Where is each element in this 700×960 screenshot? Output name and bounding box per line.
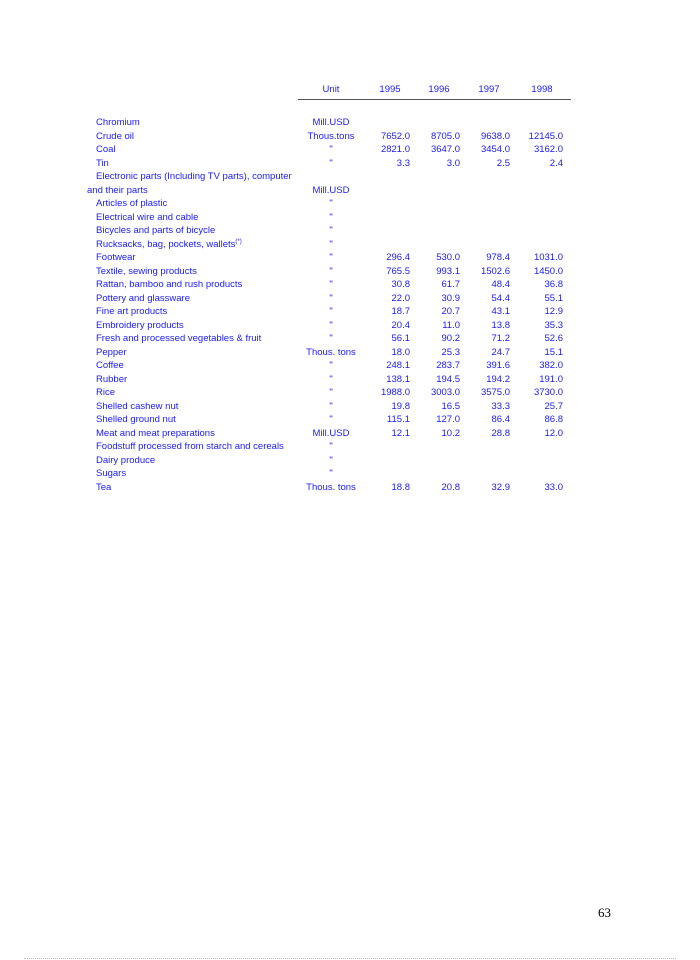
row-label-text: Tin (96, 157, 109, 169)
row-value-1995: 248.1 (386, 360, 410, 371)
row-value-1997: 391.6 (486, 360, 510, 371)
row-unit: Thous. tons (306, 481, 356, 493)
row-value-1998: 12145.0 (528, 130, 563, 142)
row-unit: " (329, 360, 333, 371)
row-value-1996: 993.1 (436, 265, 460, 277)
row-label-text: Textile, sewing products (96, 265, 197, 277)
row-value-1998: 382.0 (539, 360, 563, 371)
table-row (0, 238, 700, 251)
row-label-text: Pepper (96, 346, 127, 358)
row-label-text: Coffee (96, 360, 124, 371)
table-row (0, 400, 700, 413)
row-unit: " (329, 279, 333, 290)
table-row (0, 130, 700, 143)
row-value-1997: 33.3 (491, 400, 510, 412)
row-value-1998: 1450.0 (533, 265, 563, 277)
row-label-text: Fine art products (96, 306, 168, 317)
row-label (96, 224, 215, 237)
row-value-1997: 1502.6 (480, 265, 510, 277)
row-label (96, 332, 261, 345)
row-label-text: Dairy produce (96, 454, 156, 466)
row-value-1997: 13.8 (491, 319, 510, 331)
row-label (96, 265, 197, 278)
footnote-marker: (*) (235, 238, 242, 245)
row-label-text: Shelled ground nut (96, 414, 176, 425)
row-unit: " (329, 292, 333, 304)
row-label (96, 346, 127, 359)
row-value-1995: 22.0 (391, 292, 410, 304)
row-value-1995: 19.8 (391, 400, 410, 412)
header-unit: Unit (322, 84, 340, 95)
row-value-1996: 194.5 (436, 373, 460, 385)
row-unit: Thous.tons (307, 130, 355, 142)
row-value-1998: 55.1 (544, 292, 563, 304)
row-value-1998: 33.0 (544, 481, 563, 493)
row-unit: " (329, 387, 333, 398)
header-year-1996: 1996 (428, 84, 450, 95)
row-label (96, 130, 134, 143)
row-value-1995: 765.5 (386, 265, 410, 277)
row-unit: Mill.USD (312, 184, 350, 196)
row-value-1997: 2.5 (496, 157, 510, 169)
table-row (0, 427, 700, 440)
row-label (96, 238, 242, 251)
row-label (96, 319, 184, 332)
table-row (0, 332, 700, 345)
table-row (0, 197, 700, 210)
row-label (96, 116, 140, 129)
row-value-1995: 296.4 (386, 252, 410, 263)
table-row (0, 346, 700, 359)
row-value-1996: 8705.0 (430, 130, 460, 142)
row-unit: " (329, 454, 333, 466)
table-row (0, 305, 700, 318)
row-label-text: Embroidery products (96, 319, 184, 331)
table-row (0, 454, 700, 467)
row-label (96, 278, 242, 291)
row-label (87, 170, 297, 197)
row-value-1996: 20.8 (441, 481, 460, 493)
row-label (96, 386, 115, 399)
row-label-text: Bicycles and parts of bicycle (96, 225, 216, 236)
row-unit: " (329, 319, 333, 331)
row-label-text: Shelled cashew nut (96, 400, 179, 412)
row-unit: " (329, 144, 333, 155)
row-value-1996: 16.5 (441, 400, 460, 412)
table-row (0, 170, 700, 196)
row-unit: " (329, 333, 333, 344)
row-label (96, 400, 178, 413)
row-unit: Mill.USD (312, 427, 350, 439)
row-value-1995: 3.3 (396, 157, 410, 169)
table-row (0, 251, 700, 264)
row-value-1998: 52.6 (544, 333, 563, 344)
row-label (96, 143, 116, 156)
row-value-1996: 30.9 (441, 292, 460, 304)
row-label-text: Articles of plastic (96, 198, 168, 209)
table-row (0, 373, 700, 386)
table-row (0, 440, 700, 453)
row-label (96, 359, 124, 372)
row-value-1997: 86.4 (491, 414, 510, 425)
row-value-1995: 30.8 (391, 279, 410, 290)
row-value-1997: 54.4 (491, 292, 510, 304)
row-value-1997: 28.8 (491, 427, 510, 439)
table-row (0, 224, 700, 237)
row-label (96, 197, 167, 210)
table-row (0, 359, 700, 372)
table-row (0, 116, 700, 129)
row-value-1998: 191.0 (539, 373, 563, 385)
row-label-text: Chromium (96, 117, 140, 128)
row-label-text: Electronic parts (Including TV parts), computer and their parts (87, 171, 292, 196)
row-value-1998: 15.1 (544, 346, 563, 358)
row-value-1995: 1988.0 (380, 387, 410, 398)
row-label (96, 413, 176, 426)
row-value-1995: 12.1 (391, 427, 410, 439)
row-value-1996: 3647.0 (430, 144, 460, 155)
row-unit: " (329, 238, 333, 250)
row-value-1998: 2.4 (549, 157, 563, 169)
row-value-1997: 24.7 (491, 346, 510, 358)
row-value-1997: 71.2 (491, 333, 510, 344)
table-row (0, 278, 700, 291)
row-value-1998: 12.9 (544, 306, 563, 317)
row-unit: " (329, 211, 333, 223)
row-value-1995: 18.0 (391, 346, 410, 358)
row-value-1996: 61.7 (441, 279, 460, 290)
row-value-1996: 10.2 (441, 427, 460, 439)
row-label-text: Electrical wire and cable (96, 211, 199, 223)
row-value-1995: 138.1 (386, 373, 410, 385)
row-label-text: Rubber (96, 373, 128, 385)
row-label-text: Sugars (96, 468, 127, 479)
row-value-1998: 3730.0 (533, 387, 563, 398)
row-label (96, 467, 126, 480)
row-value-1995: 56.1 (391, 333, 410, 344)
table-row (0, 481, 700, 494)
row-value-1998: 86.8 (544, 414, 563, 425)
row-label (96, 305, 167, 318)
page-number: 63 (598, 905, 611, 920)
header-year-1995: 1995 (379, 84, 401, 95)
row-value-1995: 20.4 (391, 319, 410, 331)
row-value-1996: 20.7 (441, 306, 460, 317)
row-label-text: Rucksacks, bag, pockets, wallets (96, 238, 236, 250)
row-label (96, 440, 284, 453)
row-value-1997: 9638.0 (480, 130, 510, 142)
row-unit: " (329, 441, 333, 452)
row-label-text: Foodstuff processed from starch and cereals (96, 441, 284, 452)
row-label-text: Pottery and glassware (96, 292, 190, 304)
row-value-1996: 90.2 (441, 333, 460, 344)
row-value-1998: 12.0 (544, 427, 563, 439)
table-row (0, 157, 700, 170)
row-value-1997: 43.1 (491, 306, 510, 317)
row-label (96, 251, 136, 264)
row-value-1995: 18.8 (391, 481, 410, 493)
row-unit: " (329, 468, 333, 479)
row-unit: " (329, 400, 333, 412)
row-label-text: Meat and meat preparations (96, 427, 215, 439)
row-unit: " (329, 306, 333, 317)
row-value-1998: 35.3 (544, 319, 563, 331)
row-label (96, 481, 111, 494)
table-row (0, 467, 700, 480)
row-value-1998: 36.8 (544, 279, 563, 290)
row-label (96, 373, 127, 386)
header-rule (298, 99, 571, 100)
table-row (0, 265, 700, 278)
row-value-1996: 530.0 (436, 252, 460, 263)
row-label-text: Crude oil (96, 130, 135, 142)
row-value-1995: 2821.0 (380, 144, 410, 155)
row-value-1997: 48.4 (491, 279, 510, 290)
row-label-text: Fresh and processed vegetables & fruit (96, 333, 262, 344)
row-label-text: Rice (96, 387, 116, 398)
row-value-1997: 3454.0 (480, 144, 510, 155)
row-value-1997: 194.2 (486, 373, 510, 385)
row-value-1995: 7652.0 (380, 130, 410, 142)
row-unit: " (329, 265, 333, 277)
page-bottom-divider (24, 958, 676, 959)
row-label-text: Rattan, bamboo and rush products (96, 279, 243, 290)
row-value-1996: 283.7 (436, 360, 460, 371)
row-value-1996: 11.0 (442, 319, 460, 331)
row-value-1995: 115.1 (386, 414, 410, 425)
row-unit: " (329, 252, 333, 263)
row-label (96, 427, 215, 440)
row-unit: " (329, 157, 333, 169)
row-label-text: Footwear (96, 252, 136, 263)
row-unit: " (329, 225, 333, 236)
row-value-1998: 1031.0 (533, 252, 563, 263)
table-row (0, 319, 700, 332)
row-label (96, 157, 109, 170)
row-value-1998: 3162.0 (533, 144, 563, 155)
table-row (0, 413, 700, 426)
row-value-1996: 3.0 (446, 157, 460, 169)
row-value-1995: 18.7 (391, 306, 410, 317)
header-year-1997: 1997 (478, 84, 500, 95)
row-label-text: Coal (96, 144, 116, 155)
row-label (96, 211, 198, 224)
row-value-1997: 978.4 (486, 252, 510, 263)
row-value-1997: 3575.0 (480, 387, 510, 398)
row-label-text: Tea (96, 481, 112, 493)
row-label (96, 292, 190, 305)
row-unit: " (329, 373, 333, 385)
row-value-1997: 32.9 (491, 481, 510, 493)
table-row (0, 211, 700, 224)
row-value-1996: 25.3 (441, 346, 460, 358)
row-unit: " (329, 198, 333, 209)
row-value-1996: 3003.0 (430, 387, 460, 398)
row-unit: Mill.USD (312, 117, 350, 128)
row-unit: Thous. tons (306, 346, 356, 358)
row-label (96, 454, 155, 467)
header-year-1998: 1998 (531, 84, 553, 95)
row-value-1996: 127.0 (436, 414, 460, 425)
table-row (0, 143, 700, 156)
table-row (0, 292, 700, 305)
row-unit: " (329, 414, 333, 425)
row-value-1998: 25.7 (544, 400, 563, 412)
table-row (0, 386, 700, 399)
